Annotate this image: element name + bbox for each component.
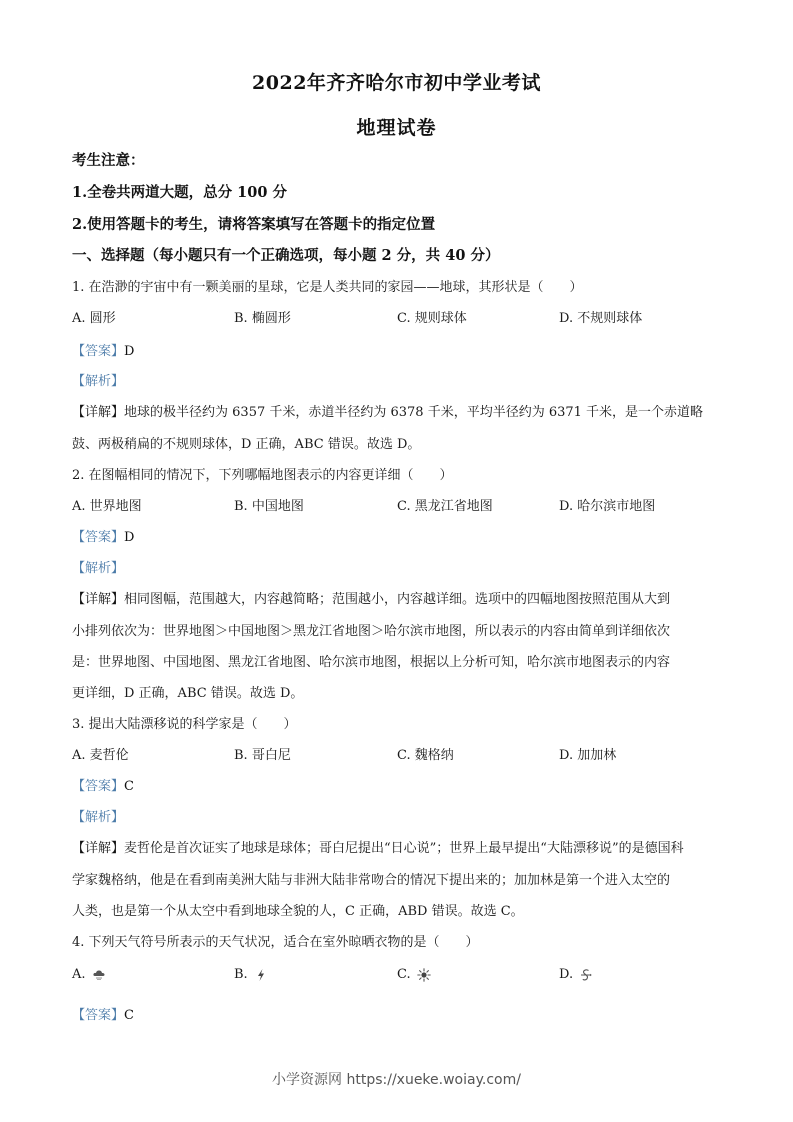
question-4-answer — [72, 1004, 134, 1023]
answer-value: C — [124, 1008, 134, 1023]
answer-label: 【答案】 — [72, 1008, 125, 1023]
question-3-option-a: A. 麦哲伦 — [72, 748, 129, 763]
analysis-label: 【解析】 — [72, 810, 125, 825]
analysis-label: 【解析】 — [72, 561, 125, 576]
detail-label: 【详解】 — [72, 841, 125, 856]
answer-value: D — [124, 344, 135, 359]
question-1-option-a: A. 圆形 — [72, 311, 116, 326]
answer-label: 【答案】 — [72, 530, 125, 545]
notice-item-1: 1.全卷共两道大题，总分 100 分 — [72, 184, 287, 201]
question-2-detail-line-4: 更详细，D 正确，ABC 错误。故选 D。 — [72, 686, 304, 701]
question-2-option-d: D. 哈尔滨市地图 — [559, 499, 656, 514]
question-4-stem: 4. 下列天气符号所表示的天气状况，适合在室外晾晒衣物的是（ ） — [72, 935, 479, 950]
exam-title: 2022年齐齐哈尔市初中学业考试 — [252, 72, 541, 94]
question-2-answer — [72, 526, 134, 545]
question-1-detail-line-2: 鼓、两极稍扁的不规则球体，D 正确，ABC 错误。故选 D。 — [72, 437, 421, 452]
question-3-option-c: C. 魏格纳 — [397, 748, 454, 763]
detail-label: 【详解】 — [72, 592, 125, 607]
question-1-analysis — [72, 370, 124, 389]
question-1-stem: 1. 在浩渺的宇宙中有一颗美丽的星球，它是人类共同的家园——地球，其形状是（ ） — [72, 280, 583, 295]
question-2-detail-line-3: 是：世界地图、中国地图、黑龙江省地图、哈尔滨市地图，根据以上分析可知，哈尔滨市地图表示的内容 — [72, 655, 671, 670]
answer-value: C — [124, 779, 134, 794]
question-3-detail-line-3: 人类，也是第一个从太空中看到地球全貌的人，C 正确，ABD 错误。故选 C。 — [72, 904, 524, 919]
question-3-stem: 3. 提出大陆漂移说的科学家是（ ） — [72, 717, 297, 732]
question-3-answer — [72, 775, 134, 794]
answer-label: 【答案】 — [72, 344, 125, 359]
footer-watermark: 小学资源网 https://xueke.woiay.com/ — [272, 1072, 521, 1088]
question-4-option-b: B. — [234, 967, 268, 982]
section-heading: 一、选择题（每小题只有一个正确选项，每小题 2 分，共 40 分） — [72, 247, 500, 264]
answer-value: D — [124, 530, 135, 545]
question-2-detail-line-2: 小排列依次为：世界地图＞中国地图＞黑龙江省地图＞哈尔滨市地图，所以表示的内容由简单到详细依次 — [72, 624, 671, 639]
question-2-option-a: A. 世界地图 — [72, 499, 142, 514]
sun-icon — [417, 968, 431, 982]
question-1-option-d: D. 不规则球体 — [559, 311, 643, 326]
question-1-answer — [72, 340, 134, 359]
answer-label: 【答案】 — [72, 779, 125, 794]
question-4-option-c: C. — [397, 967, 431, 982]
exam-subtitle: 地理试卷 — [356, 117, 437, 139]
question-3-detail-line-2: 学家魏格纳，他是在看到南美洲大陆与非洲大陆非常吻合的情况下提出来的；加加林是第一个进入太空的 — [72, 873, 671, 888]
question-3-option-b: B. 哥白尼 — [234, 748, 291, 763]
question-2-analysis — [72, 557, 124, 576]
notice-heading: 考生注意： — [72, 152, 145, 169]
question-2-option-b: B. 中国地图 — [234, 499, 304, 514]
notice-item-2: 2.使用答题卡的考生，请将答案填写在答题卡的指定位置 — [72, 216, 436, 233]
question-4-option-d: D. — [559, 967, 593, 982]
question-1-option-b: B. 椭圆形 — [234, 311, 291, 326]
question-2-option-c: C. 黑龙江省地图 — [397, 499, 493, 514]
question-3-detail-line-1: 【详解】麦哲伦是首次证实了地球是球体；哥白尼提出“日心说”；世界上最早提出“大陆漂移说”的是德国科 — [72, 841, 684, 856]
detail-label: 【详解】 — [72, 405, 125, 420]
question-3-option-d: D. 加加林 — [559, 748, 617, 763]
sandstorm-icon — [579, 968, 593, 982]
analysis-label: 【解析】 — [72, 374, 125, 389]
lightning-icon — [254, 968, 268, 982]
question-4-option-a: A. — [72, 967, 106, 982]
question-1-detail-line-1: 【详解】地球的极半径约为 6357 千米，赤道半径约为 6378 千米，平均半径约为 6371 千米，是一个赤道略 — [72, 405, 704, 420]
question-3-analysis — [72, 806, 124, 825]
question-2-detail-line-1: 【详解】相同图幅，范围越大，内容越简略；范围越小，内容越详细。选项中的四幅地图按照范围从大到 — [72, 592, 671, 607]
question-1-option-c: C. 规则球体 — [397, 311, 467, 326]
rain-cloud-icon — [92, 968, 106, 982]
question-2-stem: 2. 在图幅相同的情况下，下列哪幅地图表示的内容更详细（ ） — [72, 468, 453, 483]
